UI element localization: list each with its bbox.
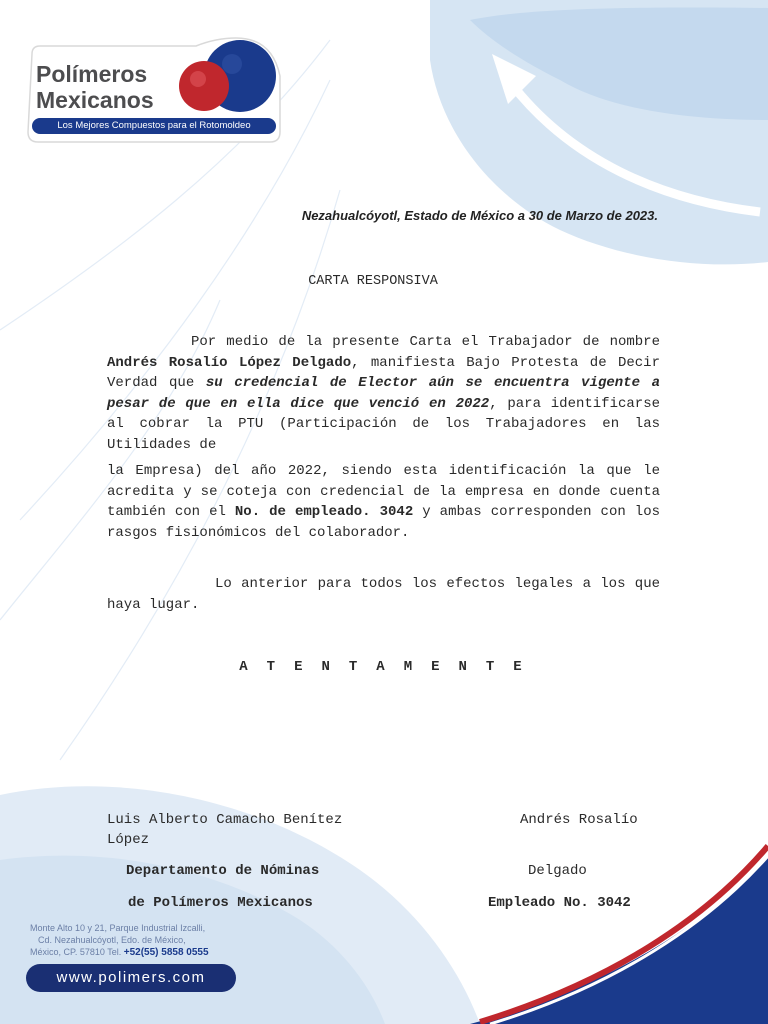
worker-name: Andrés Rosalío López Delgado: [107, 354, 352, 371]
paragraph-1: [107, 332, 660, 455]
right-signer-name-line1: Andrés Rosalío: [520, 812, 638, 828]
paragraph-1b-text: [107, 461, 660, 543]
paragraph-2-text: Lo anterior para todos los efectos legales a los que haya lugar.: [107, 576, 660, 613]
paragraph-2: [107, 574, 660, 615]
paragraph-1-continued: [107, 461, 660, 543]
footer-website: www.polimers.com: [26, 964, 236, 992]
left-signer-name-line1: Luis Alberto Camacho Benítez: [107, 812, 343, 828]
paragraph-1-rest: , para identificarse al cobrar la PTU (Participación de los Trabajadores en las Utilidades de: [107, 395, 660, 453]
letter-title: CARTA RESPONSIVA: [308, 274, 438, 289]
logo-tagline: Los Mejores Compuestos para el Rotomoldeo: [32, 118, 276, 134]
paragraph-1-line-b: la Empresa) del año 2022, siendo esta identificación la que le acredita y se coteja con credencial de la empresa en donde cuenta también con el: [107, 463, 660, 520]
logo-name-line2: Mexicanos: [36, 87, 154, 113]
bottom-right-blue-stripe: [470, 858, 768, 1024]
right-signer-employee-number: Empleado No. 3042: [488, 895, 631, 911]
address-line-2: Cd. Nezahualcóyotl, Edo. de México,: [38, 935, 186, 945]
logo-name-line1: Polímeros: [36, 61, 148, 87]
paragraph-1-emphasis: su credencial de Elector aún se encuentra vigente a pesar de que en ella dice que venció en 2022: [107, 375, 660, 412]
dateline: Nezahualcóyotl, Estado de México a 30 de Marzo de 2023.: [301, 208, 658, 223]
paragraph-1-intro: Por medio de la presente Carta el Trabajador de nombre: [191, 334, 660, 350]
footer-phone: +52(55) 5858 0555: [123, 947, 209, 958]
left-signer-name-line2: López: [107, 832, 150, 848]
address-line-3-prefix: México, CP. 57810 Tel.: [30, 947, 124, 957]
company-logo: [26, 36, 282, 144]
paragraph-1-end: y ambas corresponden con los rasgos fisionómicos del colaborador.: [107, 504, 660, 541]
left-signer-company: de Polímeros Mexicanos: [128, 895, 313, 911]
footer-address: [30, 922, 209, 959]
paragraph-1-text: [107, 332, 660, 455]
closing-atentamente: ATENTAMENTE: [239, 659, 541, 675]
address-line-3: [30, 946, 209, 959]
left-signer-department: Departamento de Nóminas: [126, 863, 320, 879]
address-line-1: Monte Alto 10 y 21, Parque Industrial Izcalli,: [30, 923, 206, 933]
right-signer-name-line2: Delgado: [528, 863, 587, 879]
employee-number-label: No. de empleado. 3042: [234, 504, 414, 520]
paragraph-1-mid: , manifiesta Bajo Protesta de Decir Verdad que: [107, 354, 660, 391]
logo-red-sphere: [179, 61, 229, 111]
